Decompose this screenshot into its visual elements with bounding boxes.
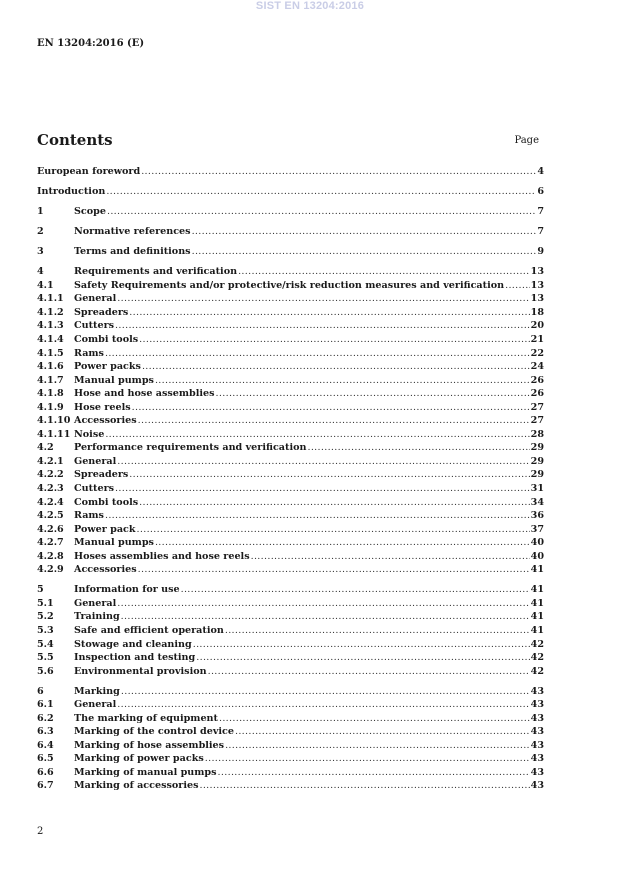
toc-entry-number: 6.1 bbox=[37, 699, 54, 711]
toc-entry-title: Combi tools bbox=[74, 496, 139, 508]
dot-leader bbox=[155, 374, 530, 388]
toc-entry-number: 1 bbox=[37, 206, 44, 218]
toc-entry-page: 28 bbox=[530, 428, 544, 440]
toc-entry[interactable] bbox=[37, 292, 544, 306]
toc-entry-number: 4.2.9 bbox=[37, 564, 64, 576]
toc-entry-page: 43 bbox=[530, 726, 544, 738]
toc-entry[interactable] bbox=[37, 624, 544, 638]
toc-entry-title: Stowage and cleaning bbox=[74, 638, 192, 650]
contents-heading: Contents bbox=[37, 131, 113, 149]
toc-entry-page: 43 bbox=[530, 753, 544, 765]
toc-entry[interactable] bbox=[37, 550, 544, 564]
dot-leader bbox=[138, 414, 530, 428]
toc-entry-number: 5.5 bbox=[37, 652, 54, 664]
toc-entry-title: Training bbox=[74, 611, 120, 623]
toc-entry[interactable] bbox=[37, 665, 544, 679]
toc-entry[interactable] bbox=[37, 698, 544, 712]
toc-entry-page: 29 bbox=[530, 469, 544, 481]
toc-entry-number: 6 bbox=[37, 685, 44, 697]
toc-entry-title: Marking of hose assemblies bbox=[74, 739, 225, 751]
toc-entry-title: Combi tools bbox=[74, 333, 139, 345]
toc-entry-page: 13 bbox=[530, 279, 544, 291]
dot-leader bbox=[219, 712, 530, 726]
dot-leader bbox=[115, 319, 530, 333]
dot-leader bbox=[181, 583, 530, 597]
toc-entry[interactable] bbox=[37, 414, 544, 428]
dot-leader bbox=[117, 597, 529, 611]
toc-entry-page: 7 bbox=[537, 226, 544, 238]
dot-leader bbox=[105, 347, 530, 361]
dot-leader bbox=[121, 685, 530, 699]
toc-entry-number: 5 bbox=[37, 584, 44, 596]
toc-entry-title: Power pack bbox=[74, 523, 136, 535]
toc-entry-title: Safety Requirements and/or protective/risk reduction measures and verification bbox=[74, 279, 505, 291]
toc-entry-title: Information for use bbox=[74, 584, 180, 596]
toc-entry[interactable] bbox=[37, 583, 544, 597]
toc-entry-title: Marking of accessories bbox=[74, 780, 199, 792]
toc-entry-page: 43 bbox=[530, 699, 544, 711]
toc-entry[interactable] bbox=[37, 712, 544, 726]
toc-entry[interactable] bbox=[37, 265, 544, 279]
toc-entry-page: 43 bbox=[530, 685, 544, 697]
dot-leader bbox=[139, 496, 529, 510]
toc-entry-page: 18 bbox=[530, 306, 544, 318]
toc-entry-title: Accessories bbox=[74, 415, 137, 427]
toc-entry-page: 26 bbox=[530, 374, 544, 386]
toc-entry[interactable] bbox=[37, 165, 544, 179]
toc-entry[interactable] bbox=[37, 597, 544, 611]
toc-entry-page: 22 bbox=[530, 347, 544, 359]
dot-leader bbox=[251, 550, 530, 564]
dot-leader bbox=[105, 428, 529, 442]
toc-entry-number: 5.1 bbox=[37, 597, 54, 609]
toc-entry-title: Marking of power packs bbox=[74, 753, 204, 765]
toc-entry-number: 4.1.10 bbox=[37, 415, 71, 427]
toc-entry-page: 21 bbox=[530, 333, 544, 345]
toc-entry[interactable] bbox=[37, 725, 544, 739]
toc-entry-title: Accessories bbox=[74, 564, 137, 576]
toc-entry-page: 41 bbox=[530, 624, 544, 636]
dot-leader bbox=[225, 739, 530, 753]
toc-entry-number: 4.1.9 bbox=[37, 401, 64, 413]
toc-entry-title: Hoses assemblies and hose reels bbox=[74, 550, 250, 562]
toc-entry-number: 4.2 bbox=[37, 442, 54, 454]
toc-entry[interactable] bbox=[37, 333, 544, 347]
toc-entry-page: 34 bbox=[530, 496, 544, 508]
toc-entry-number: 5.6 bbox=[37, 665, 54, 677]
toc-entry-page: 40 bbox=[530, 537, 544, 549]
toc-entry-page: 20 bbox=[530, 320, 544, 332]
toc-entry-title: Safe and efficient operation bbox=[74, 624, 224, 636]
toc-entry-page: 27 bbox=[530, 401, 544, 413]
table-of-contents bbox=[37, 165, 544, 793]
toc-entry[interactable] bbox=[37, 766, 544, 780]
toc-entry-page: 6 bbox=[537, 186, 544, 198]
toc-entry[interactable] bbox=[37, 428, 544, 442]
toc-entry-number: 4.2.3 bbox=[37, 482, 64, 494]
dot-leader bbox=[121, 610, 530, 624]
dot-leader bbox=[105, 509, 530, 523]
toc-entry-title: Cutters bbox=[74, 320, 115, 332]
toc-entry[interactable] bbox=[37, 482, 544, 496]
toc-entry-title: The marking of equipment bbox=[74, 712, 218, 724]
toc-entry-title: Manual pumps bbox=[74, 374, 154, 386]
toc-entry-title: Introduction bbox=[37, 186, 106, 198]
toc-entry-page: 36 bbox=[530, 510, 544, 522]
dot-leader bbox=[138, 563, 530, 577]
toc-entry-title: Noise bbox=[74, 428, 105, 440]
dot-leader bbox=[192, 245, 537, 259]
toc-entry[interactable] bbox=[37, 685, 544, 699]
toc-entry-number: 4.1 bbox=[37, 279, 54, 291]
toc-entry-title: General bbox=[74, 597, 117, 609]
toc-entry-number: 6.4 bbox=[37, 739, 54, 751]
toc-entry-page: 41 bbox=[530, 611, 544, 623]
toc-entry[interactable] bbox=[37, 279, 544, 293]
dot-leader bbox=[199, 779, 529, 793]
toc-entry-page: 43 bbox=[530, 780, 544, 792]
toc-entry[interactable] bbox=[37, 496, 544, 510]
toc-entry-title: General bbox=[74, 699, 117, 711]
toc-entry[interactable] bbox=[37, 374, 544, 388]
dot-leader bbox=[218, 766, 530, 780]
dot-leader bbox=[142, 360, 530, 374]
toc-entry[interactable] bbox=[37, 360, 544, 374]
toc-entry[interactable] bbox=[37, 563, 544, 577]
toc-entry-page: 42 bbox=[530, 652, 544, 664]
toc-entry-page: 43 bbox=[530, 739, 544, 751]
toc-entry-number: 4.1.5 bbox=[37, 347, 64, 359]
toc-entry-page: 40 bbox=[530, 550, 544, 562]
dot-leader bbox=[117, 698, 529, 712]
toc-entry-number: 4.1.11 bbox=[37, 428, 71, 440]
toc-entry[interactable] bbox=[37, 245, 544, 259]
dot-leader bbox=[238, 265, 530, 279]
dot-leader bbox=[216, 387, 530, 401]
toc-entry-title: Power packs bbox=[74, 361, 141, 373]
toc-entry-title: Spreaders bbox=[74, 469, 129, 481]
toc-entry[interactable] bbox=[37, 509, 544, 523]
toc-entry-number: 3 bbox=[37, 246, 44, 258]
toc-entry-number: 4.1.7 bbox=[37, 374, 64, 386]
dot-leader bbox=[139, 333, 529, 347]
toc-entry-page: 13 bbox=[530, 293, 544, 305]
toc-entry-number: 5.4 bbox=[37, 638, 54, 650]
dot-leader bbox=[141, 165, 536, 179]
toc-entry-title: Terms and definitions bbox=[74, 246, 191, 258]
toc-entry-title: General bbox=[74, 293, 117, 305]
toc-entry-title: Manual pumps bbox=[74, 537, 154, 549]
toc-entry-page: 7 bbox=[537, 206, 544, 218]
dot-leader bbox=[155, 536, 530, 550]
toc-entry-number: 5.3 bbox=[37, 624, 54, 636]
toc-entry[interactable] bbox=[37, 468, 544, 482]
toc-entry-page: 24 bbox=[530, 361, 544, 373]
dot-leader bbox=[107, 205, 536, 219]
toc-entry-page: 41 bbox=[530, 564, 544, 576]
dot-leader bbox=[117, 455, 529, 469]
toc-entry[interactable] bbox=[37, 651, 544, 665]
toc-entry-page: 43 bbox=[530, 712, 544, 724]
toc-entry-title: Normative references bbox=[74, 226, 191, 238]
dot-leader bbox=[132, 401, 530, 415]
dot-leader bbox=[235, 725, 530, 739]
toc-entry-title: Scope bbox=[74, 206, 106, 218]
toc-entry-title: General bbox=[74, 455, 117, 467]
toc-entry[interactable] bbox=[37, 523, 544, 537]
dot-leader bbox=[505, 279, 530, 293]
toc-entry-number: 4.1.2 bbox=[37, 306, 64, 318]
toc-entry-title: Hose reels bbox=[74, 401, 131, 413]
toc-entry-number: 4.2.1 bbox=[37, 455, 64, 467]
page-column-label: Page bbox=[514, 135, 539, 146]
toc-entry-page: 42 bbox=[530, 638, 544, 650]
toc-entry[interactable] bbox=[37, 441, 544, 455]
toc-entry[interactable] bbox=[37, 185, 544, 199]
toc-entry-page: 43 bbox=[530, 766, 544, 778]
toc-entry-page: 37 bbox=[530, 523, 544, 535]
toc-entry-title: Cutters bbox=[74, 482, 115, 494]
page-number: 2 bbox=[37, 826, 44, 837]
toc-entry-title: Requirements and verification bbox=[74, 266, 238, 278]
toc-entry-title: Inspection and testing bbox=[74, 652, 196, 664]
toc-entry-number: 4.1.6 bbox=[37, 361, 64, 373]
toc-entry[interactable] bbox=[37, 739, 544, 753]
toc-entry[interactable] bbox=[37, 205, 544, 219]
toc-entry-number: 6.5 bbox=[37, 753, 54, 765]
dot-leader bbox=[193, 638, 530, 652]
watermark: SIST EN 13204:2016 bbox=[255, 0, 365, 12]
toc-entry-page: 13 bbox=[530, 266, 544, 278]
toc-entry[interactable] bbox=[37, 347, 544, 361]
toc-entry-number: 5.2 bbox=[37, 611, 54, 623]
toc-entry[interactable] bbox=[37, 225, 544, 239]
toc-entry-page: 42 bbox=[530, 665, 544, 677]
toc-entry-title: Marking of manual pumps bbox=[74, 766, 217, 778]
dot-leader bbox=[129, 468, 529, 482]
toc-entry[interactable] bbox=[37, 319, 544, 333]
toc-entry-number: 2 bbox=[37, 226, 44, 238]
toc-entry[interactable] bbox=[37, 638, 544, 652]
toc-entry-page: 41 bbox=[530, 584, 544, 596]
toc-entry-page: 29 bbox=[530, 455, 544, 467]
dot-leader bbox=[117, 292, 529, 306]
toc-entry[interactable] bbox=[37, 455, 544, 469]
toc-entry-title: European foreword bbox=[37, 166, 141, 177]
toc-entry-number: 4.2.4 bbox=[37, 496, 64, 508]
toc-entry-page: 4 bbox=[537, 166, 544, 177]
toc-entry[interactable] bbox=[37, 536, 544, 550]
dot-leader bbox=[129, 306, 529, 320]
toc-entry[interactable] bbox=[37, 306, 544, 320]
toc-entry-number: 4 bbox=[37, 266, 44, 278]
toc-entry-number: 4.2.2 bbox=[37, 469, 64, 481]
toc-entry-page: 31 bbox=[530, 482, 544, 494]
toc-entry-title: Spreaders bbox=[74, 306, 129, 318]
toc-entry-page: 29 bbox=[530, 442, 544, 454]
toc-entry-number: 4.1.3 bbox=[37, 320, 64, 332]
dot-leader bbox=[106, 185, 536, 199]
toc-entry-number: 6.3 bbox=[37, 726, 54, 738]
toc-entry[interactable] bbox=[37, 752, 544, 766]
toc-entry-number: 4.2.8 bbox=[37, 550, 64, 562]
toc-entry[interactable] bbox=[37, 610, 544, 624]
dot-leader bbox=[137, 523, 530, 537]
toc-entry-number: 4.1.4 bbox=[37, 333, 64, 345]
dot-leader bbox=[196, 651, 529, 665]
toc-entry-number: 4.1.1 bbox=[37, 293, 64, 305]
document-id: EN 13204:2016 (E) bbox=[37, 38, 145, 49]
dot-leader bbox=[307, 441, 529, 455]
toc-entry-page: 41 bbox=[530, 597, 544, 609]
toc-entry-title: Rams bbox=[74, 510, 104, 522]
toc-entry-title: Environmental provision bbox=[74, 665, 207, 677]
toc-entry-number: 6.7 bbox=[37, 780, 54, 792]
toc-entry-number: 6.2 bbox=[37, 712, 54, 724]
toc-entry[interactable] bbox=[37, 387, 544, 401]
dot-leader bbox=[115, 482, 530, 496]
toc-entry[interactable] bbox=[37, 401, 544, 415]
toc-entry-page: 27 bbox=[530, 415, 544, 427]
toc-entry-page: 26 bbox=[530, 388, 544, 400]
toc-entry-title: Marking of the control device bbox=[74, 726, 234, 738]
toc-entry-number: 4.2.7 bbox=[37, 537, 64, 549]
dot-leader bbox=[208, 665, 530, 679]
toc-entry-number: 6.6 bbox=[37, 766, 54, 778]
toc-entry[interactable] bbox=[37, 779, 544, 793]
dot-leader bbox=[205, 752, 530, 766]
toc-entry-title: Performance requirements and verification bbox=[74, 442, 307, 454]
toc-entry-title: Rams bbox=[74, 347, 104, 359]
toc-entry-title: Marking bbox=[74, 685, 120, 697]
toc-entry-page: 9 bbox=[537, 246, 544, 258]
dot-leader bbox=[225, 624, 530, 638]
dot-leader bbox=[192, 225, 537, 239]
toc-entry-title: Hose and hose assemblies bbox=[74, 388, 215, 400]
toc-entry-number: 4.1.8 bbox=[37, 388, 64, 400]
toc-entry-number: 4.2.5 bbox=[37, 510, 64, 522]
toc-entry-number: 4.2.6 bbox=[37, 523, 64, 535]
